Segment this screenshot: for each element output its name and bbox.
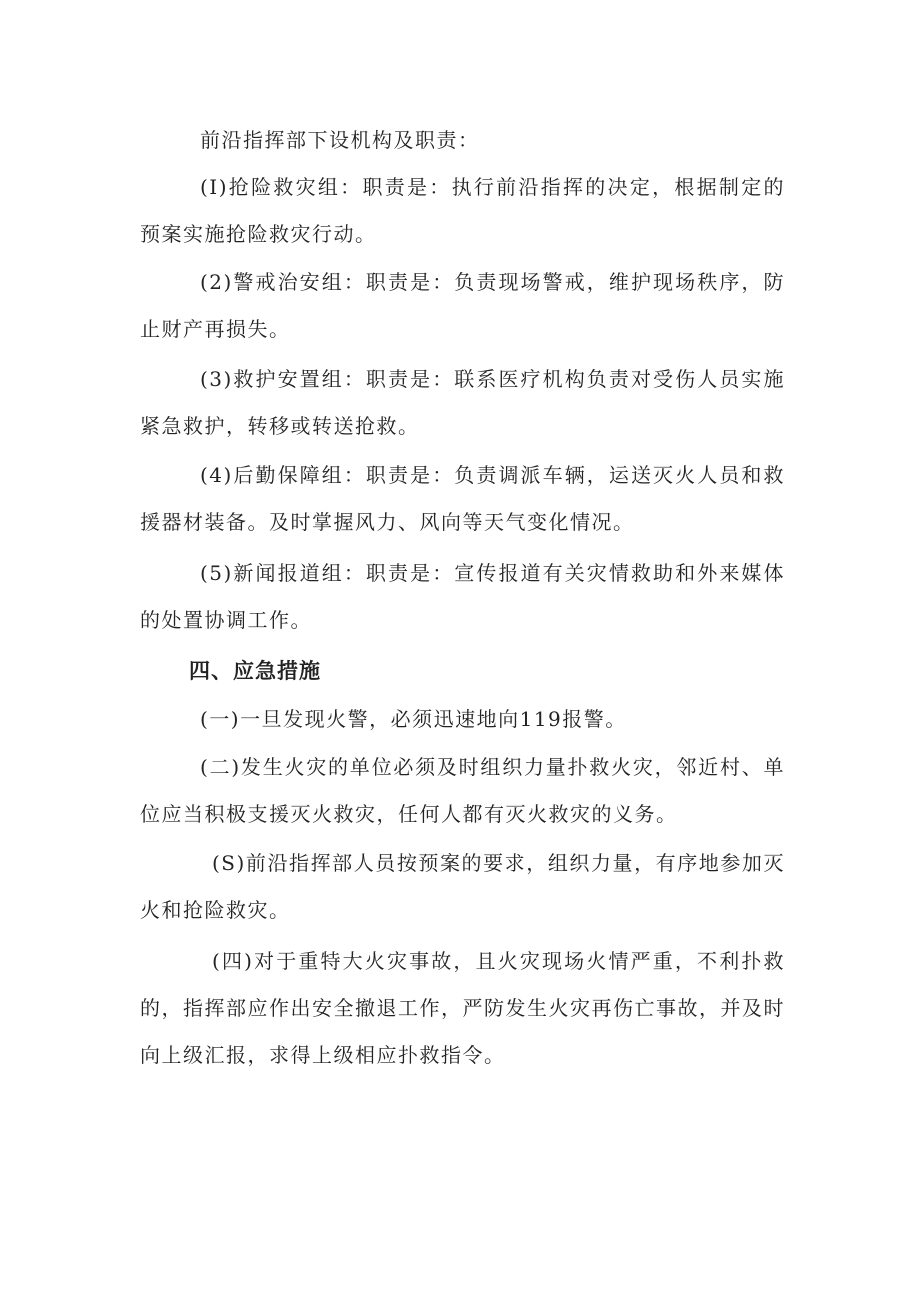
- item-news-group: (5)新闻报道组：职责是：宣传报道有关灾情救助和外来媒体的处置协调工作。: [140, 561, 785, 632]
- item-security-group: (2)警戒治安组：职责是：负责现场警戒，维护现场秩序，防止财产再损失。: [140, 270, 785, 341]
- measure-4: (四)对于重特大火灾事故，且火灾现场火情严重，不利扑救的，指挥部应作出安全撤退工作，严防发生火灾再伤亡事故，并及时向上级汇报，求得上级相应扑救指令。: [140, 949, 785, 1067]
- intro-paragraph: 前沿指挥部下设机构及职责：: [200, 128, 480, 152]
- section-heading: 四、应急措施: [189, 659, 321, 683]
- measure-3: (S)前沿指挥部人员按预案的要求，组织力量，有序地参加灭火和抢险救灾。: [140, 851, 785, 922]
- measure-1: (一)一旦发现火警，必须迅速地向119报警。: [200, 707, 627, 731]
- item-rescue-group: (I)抢险救灾组：职责是：执行前沿指挥的决定，根据制定的预案实施抢险救灾行动。: [140, 175, 785, 246]
- item-logistics-group: (4)后勤保障组：职责是：负责调派车辆，运送灭火人员和救援器材装备。及时掌握风力、风向等天气变化情况。: [140, 463, 785, 534]
- item-medical-group: (3)救护安置组：职责是：联系医疗机构负责对受伤人员实施紧急救护，转移或转送抢救。: [140, 367, 785, 438]
- measure-2: (二)发生火灾的单位必须及时组织力量扑救火灾，邻近村、单位应当积极支援灭火救灾，任何人都有灭火救灾的义务。: [140, 755, 785, 826]
